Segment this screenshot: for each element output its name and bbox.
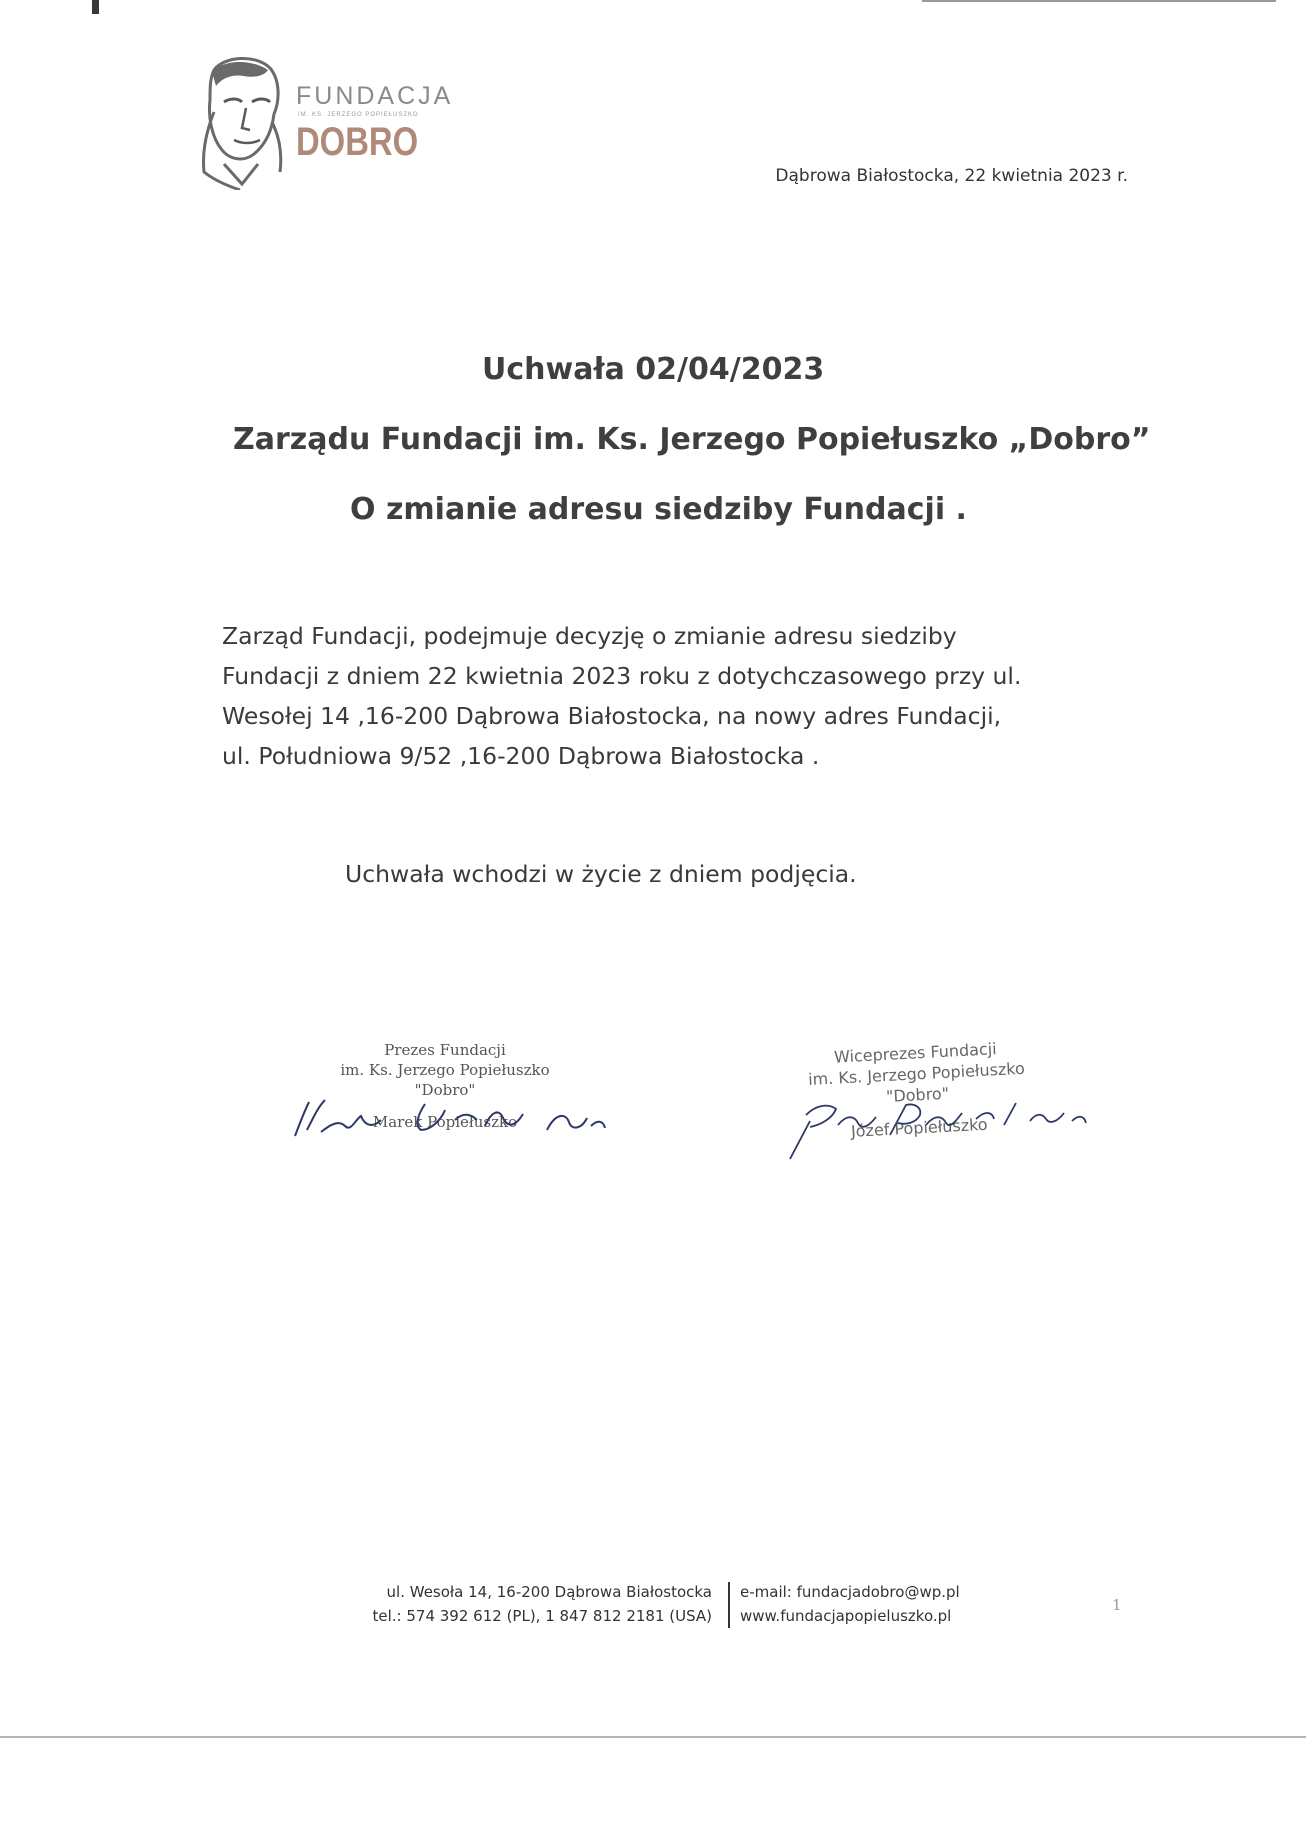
stamp-dobro: "Dobro" (885, 1083, 950, 1106)
body-line: Zarząd Fundacji, podejmuje decyzję o zmianie adresu siedziby (222, 622, 957, 650)
footer (0, 1580, 1306, 1640)
scan-edge-line-top (922, 0, 1276, 2)
body-line: Wesołej 14 ,16-200 Dąbrowa Białostocka, na nowy adres Fundacji, (222, 702, 1002, 730)
portrait-logo-icon (184, 52, 288, 190)
footer-online (740, 1580, 960, 1628)
page-number: 1 (1112, 1596, 1122, 1614)
stamp-person: Józef Popiełuszko (850, 1114, 989, 1141)
president-signature (285, 1090, 645, 1150)
logo-word-dobro: DOBRO (296, 120, 419, 164)
stamp-title: Wiceprezes Fundacji (833, 1039, 998, 1067)
place-and-date: Dąbrowa Białostocka, 22 kwietnia 2023 r. (775, 166, 1128, 186)
stamp-title: Prezes Fundacji (384, 1041, 506, 1059)
resolution-subject: O zmianie adresu siedziby Fundacji . (350, 492, 967, 527)
resolution-board: Zarządu Fundacji im. Ks. Jerzego Popiełuszko „Dobro” (233, 422, 1151, 457)
vice-president-signature (780, 1085, 1100, 1165)
body-line: ul. Południowa 9/52 ,16-200 Dąbrowa Białostocka . (222, 742, 820, 770)
effective-clause: Uchwała wchodzi w życie z dniem podjęcia. (345, 860, 857, 888)
resolution-body (222, 616, 1102, 776)
footer-website: www.fundacjapopieluszko.pl (740, 1607, 952, 1625)
logo-word-patron: IM. KS. JERZEGO POPIEŁUSZKO (298, 112, 419, 118)
scan-edge-line-bottom (0, 1736, 1306, 1738)
body-line: Fundacji z dniem 22 kwietnia 2023 roku z dotychczasowego przy ul. (222, 662, 1022, 690)
footer-divider (728, 1582, 730, 1628)
stamp-foundation: im. Ks. Jerzego Popiełuszko (340, 1061, 550, 1079)
stamp-dobro: "Dobro" (414, 1081, 476, 1099)
footer-email: e-mail: fundacjadobro@wp.pl (740, 1583, 960, 1601)
stamp-person: Marek Popiełuszko (372, 1113, 518, 1131)
footer-address: ul. Wesoła 14, 16-200 Dąbrowa Białostocka (386, 1583, 712, 1601)
scan-edge-mark (92, 0, 99, 14)
footer-phone: tel.: 574 392 612 (PL), 1 847 812 2181 (USA) (372, 1607, 712, 1625)
resolution-number: Uchwała 02/04/2023 (482, 352, 825, 387)
logo-word-fundacja: FUNDACJA (296, 82, 454, 110)
stamp-foundation: im. Ks. Jerzego Popiełuszko (807, 1058, 1026, 1090)
foundation-logo (184, 52, 454, 192)
footer-contact (373, 1580, 713, 1628)
